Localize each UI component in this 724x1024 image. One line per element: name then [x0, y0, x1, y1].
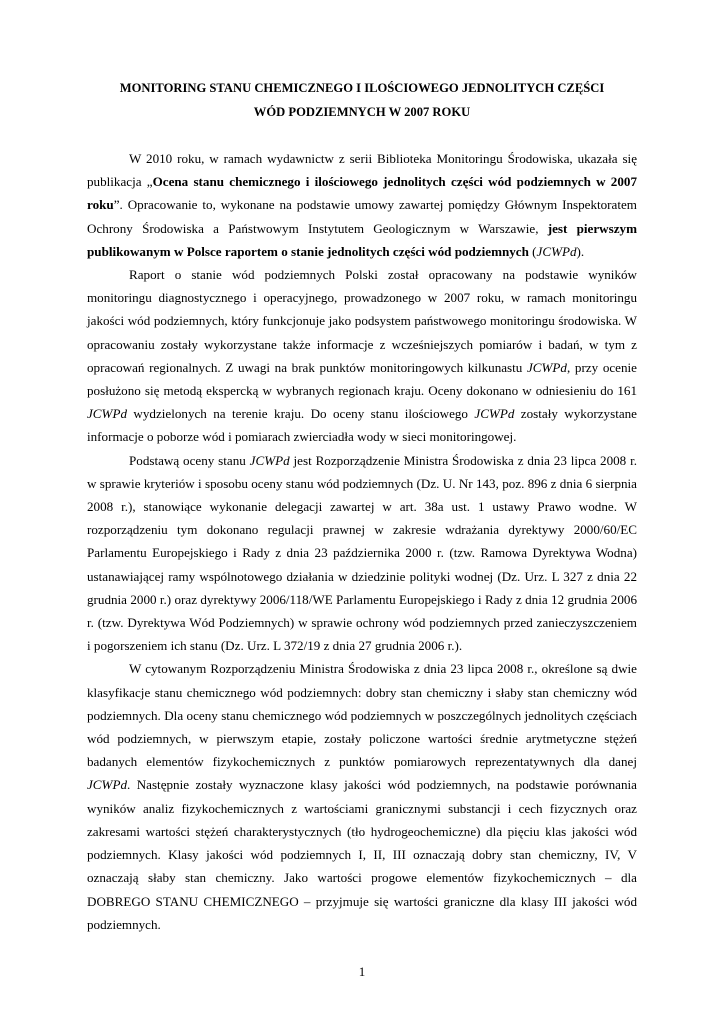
text-run: , przy ocenie posłużono się metodą ekspercką w wybranych regionach kraju. Oceny dokonano w odniesieniu do 161: [87, 359, 637, 399]
text-run: wydzielonych na terenie kraju. Do oceny stanu ilościowego: [127, 406, 475, 422]
paragraph-1: [87, 147, 637, 263]
title-line-1: MONITORING STANU CHEMICZNEGO I ILOŚCIOWEGO JEDNOLITYCH CZĘŚCI: [119, 81, 605, 95]
text-run: Podstawą oceny stanu: [129, 452, 250, 468]
italic-run: JCWPd: [526, 359, 567, 375]
italic-run: JCWPd: [87, 406, 127, 422]
italic-run: JCWPd: [536, 243, 577, 259]
text-run: W cytowanym Rozporządzeniu Ministra Środowiska z dnia 23 lipca 2008 r., określone są dwie klasyfikacje stanu chemicznego wód podziemnych: dobry stan chemiczny i słaby stan chemiczny wód podziemnych. Dla oceny stanu chemicznego wód podziemnych w poszczególnych jednolitych częściach wód podziemnych, w pierwszym etapie, zostały policzone wartości średnie arytmetyczne stężeń badanych elementów fizykochemicznych z punktów pomiarowych reprezentatywnych dla danej: [87, 661, 637, 770]
text-run: zostały wykorzystane informacje o poborze wód i pomiarach zwierciadła wody w sieci monitoringowej.: [87, 406, 637, 445]
text-run: W 2010 roku, w ramach wydawnictw z serii Biblioteka Monitoringu Środowiska, ukazała się publikacja „: [87, 151, 637, 190]
page-number: 1: [358, 964, 366, 979]
bold-run: jest pierwszym publikowanym w Polsce raportem o stanie jednolitych części wód podziemnych: [87, 220, 637, 259]
text-run: jest Rozporządzenie Ministra Środowiska z dnia 23 lipca 2008 r. w sprawie kryteriów i sposobu oceny stanu wód podziemnych (Dz. U. Nr 143, poz. 896 z dnia 6 sierpnia 2008 r.), stanowiące wykonanie delegacji zawartej w art. 38a ust. 1 ustawy Prawo wodne. W rozporządzeniu tym dokonano regulacji prawnej w zakresie wdrażania dyrektywy 2000/60/EC Parlamentu Europejskiego i Rady z dnia 23 października 2000 r. (tzw. Ramowa Dyrektywa Wodna) ustanawiającej ramy wspólnotowego działania w dziedzinie polityki wodnej (Dz. Urz. L 327 z dnia 22 grudnia 2000 r.) oraz dyrektywy 2006/118/WE Parlamentu Europejskiego i Rady z dnia 12 grudnia 2006 r. (tzw. Dyrektywa Wód Podziemnych) w sprawie ochrony wód podziemnych przed zanieczyszczeniem i pogorszeniem ich stanu (Dz. Urz. L 372/19 z dnia 27 grudnia 2006 r.).: [87, 452, 637, 654]
document-title: [88, 77, 636, 124]
italic-run: JCWPd: [249, 452, 290, 468]
italic-run: JCWPd: [474, 406, 515, 422]
text-run: (: [528, 243, 537, 259]
title-line-2: WÓD PODZIEMNYCH W 2007 ROKU: [253, 104, 471, 119]
text-run: ).: [576, 243, 585, 259]
text-run: ”. Opracowanie to, wykonane na podstawie umowy zawartej pomiędzy Głównym Inspektoratem Ochrony Środowiska a Państwowym Instytutem Geologicznym w Warszawie,: [87, 197, 637, 236]
paragraph-2: [87, 263, 637, 449]
paragraph-4: [87, 657, 637, 935]
paragraph-3: [87, 449, 637, 658]
text-run: . Następnie zostały wyznaczone klasy jakości wód podziemnych, na podstawie porównania wyników analiz fizykochemicznych z wartościami granicznymi substancji i cech fizycznych oraz zakresami wartości stężeń charakterystycznych (tło hydrogeochemiczne) dla pięciu klas jakości wód podziemnych. Klasy jakości wód podziemnych I, II, III oznaczają dobry stan chemiczny, IV, V oznaczają słaby stan chemiczny. Jako wartości progowe elementów fizykochemicznych – dla DOBREGO STANU CHEMICZNEGO – przyjmuje się wartości graniczne dla klasy III jakości wód podziemnych.: [87, 777, 637, 932]
document-body: [87, 147, 637, 936]
bold-run: Ocena stanu chemicznego i ilościowego jednolitych części wód podziemnych w 2007 roku: [87, 174, 637, 213]
text-run: Raport o stanie wód podziemnych Polski został opracowany na podstawie wyników monitoringu diagnostycznego i operacyjnego, prowadzonego w 2007 roku, w ramach monitoringu jakości wód podziemnych, który funkcjonuje jako podsystem państwowego monitoringu środowiska. W opracowaniu zostały wykorzystane także informacje z wcześniejszych pomiarów i badań, w tym z opracowań regionalnych. Z uwagi na brak punktów monitoringowych kilkunastu: [87, 267, 637, 375]
italic-run: JCWPd: [87, 777, 127, 793]
